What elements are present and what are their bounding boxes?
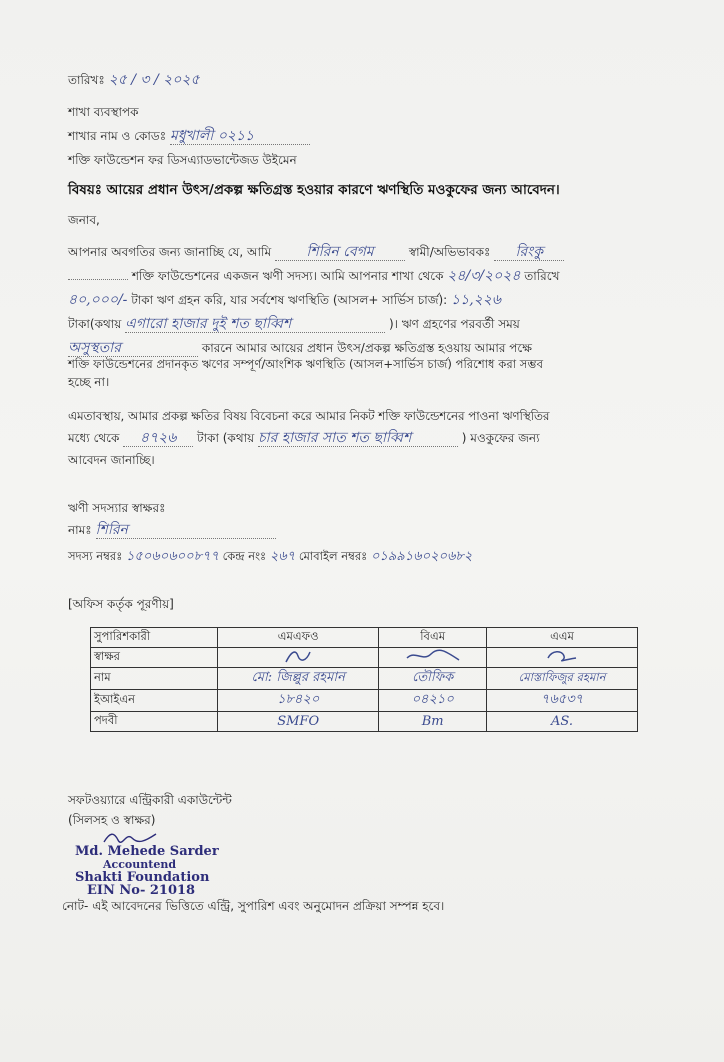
balance-words-handwritten: এগারো হাজার দুই শত ছাব্বিশ [125, 316, 385, 333]
body-line-5 [68, 340, 532, 357]
body-line-4 [68, 316, 520, 333]
body-line-10: আবেদন জানাচ্ছি। [68, 453, 155, 467]
table-cell: ০৪২১০ [379, 690, 487, 712]
table-header-row [91, 628, 638, 648]
table-row [91, 648, 638, 668]
signature-cell [379, 648, 487, 668]
name-label: নামঃ [68, 523, 92, 537]
signature-scribble-icon [542, 648, 582, 664]
body-text: )। ঋণ গ্রহণের পরবর্তী সময় [388, 317, 520, 331]
office-approval-table [90, 627, 638, 732]
office-heading: [অফিস কর্তৃক পূরণীয়] [68, 597, 174, 611]
stamp-line: EIN No- 21018 [87, 883, 196, 898]
table-row [91, 668, 638, 690]
body-text: মধ্যে থেকে [68, 431, 120, 445]
seal-note: (সিলসহ ও স্বাক্ষর) [68, 813, 156, 827]
branch-line [68, 128, 310, 145]
recipient-title: শাখা ব্যবস্থাপক [68, 105, 139, 119]
branch-value: মধুখালী ০২১১ [170, 128, 310, 145]
row-label: পদবী [91, 712, 218, 732]
body-text: শক্তি ফাউন্ডেশনের একজন ঋণী সদস্য। আমি আপনার শাখা থেকে [131, 269, 444, 283]
member-signature-label: ঋণী সদস্যার স্বাক্ষরঃ [68, 501, 166, 515]
subject-line: বিষয়ঃ আয়ের প্রধান উৎস/প্রকল্প ক্ষতিগ্রস্ত হওয়ার কারণে ঋণস্থিতি মওকুফের জন্য আবেদন। [68, 182, 560, 198]
table-row [91, 690, 638, 712]
signature-scribble-icon [278, 648, 318, 664]
cause-handwritten: অসুস্থতার [68, 340, 198, 357]
table-cell: মোস্তাফিজুর রহমান [487, 668, 638, 690]
body-text: তারিখে [524, 269, 560, 283]
row-label: নাম [91, 668, 218, 690]
table-cell: AS. [487, 712, 638, 732]
table-cell: Bm [379, 712, 487, 732]
member-name-signature: শিরিন [96, 522, 276, 539]
member-no-label: সদস্য নম্বরঃ [68, 549, 123, 563]
date-line [68, 72, 200, 88]
balance-handwritten: ১১,২২৬ [451, 292, 501, 308]
center-label: কেন্দ্র নংঃ [222, 549, 267, 563]
table-header-cell: সুপারিশকারী [91, 628, 218, 648]
signature-cell [487, 648, 638, 668]
center-no-handwritten: ২৬৭ [269, 549, 296, 564]
table-header-cell: বিএম [379, 628, 487, 648]
body-line-9 [68, 430, 540, 447]
blank-dots [68, 279, 128, 280]
loan-date-handwritten: ২৪/৩/২০২৪ [447, 268, 521, 284]
table-cell: মো: জিল্লুর রহমান [218, 668, 379, 690]
signature-scribble-icon [403, 648, 463, 664]
body-line-8: এমতাবস্থায়, আমার প্রকল্প ক্ষতির বিষয় বিবেচনা করে আমার নিকট শক্তি ফাউন্ডেশনের পাওনা ঋণস্থিতির [68, 409, 550, 423]
guardian-label: স্বামী/অভিভাবকঃ [408, 245, 491, 259]
stamp-line: Shakti Foundation [75, 870, 210, 885]
table-cell: ৭৬৫৩৭ [487, 690, 638, 712]
mobile-no-handwritten: ০১৯৯১৬০২০৬৮২ [370, 549, 473, 564]
body-line-1 [68, 244, 564, 261]
mobile-label: মোবাইল নম্বরঃ [298, 549, 368, 563]
accountant-stamp [75, 845, 219, 897]
body-text: কারনে আমার আয়ের প্রধান উৎস/প্রকল্প ক্ষতিগ্রস্ত হওয়ায় আমার পক্ষে [201, 341, 532, 355]
date-label: তারিখঃ [68, 73, 105, 87]
member-no-handwritten: ১৫০৬০৬০০৮৭৭ [125, 549, 219, 564]
branch-label: শাখার নাম ও কোডঃ [68, 129, 167, 143]
footer-note: নোট- এই আবেদনের ভিত্তিতে এন্ট্রি, সুপারিশ এবং অনুমোদন প্রক্রিয়া সম্পন্ন হবে। [62, 899, 445, 913]
row-label: স্বাক্ষর [91, 648, 218, 668]
signature-cell [218, 648, 379, 668]
row-label: ইআইএন [91, 690, 218, 712]
entry-officer-label: সফটওয়্যারে এন্ট্রিকারী একাউন্টেন্ট [68, 793, 232, 807]
body-line-6: শক্তি ফাউন্ডেশনের প্রদানকৃত ঋণের সম্পূর্ণ/আংশিক ঋণস্থিতি (আসল+সার্ভিস চার্জ) পরিশোধ করা সম্ভব [68, 357, 544, 371]
member-name-handwritten: শিরিন বেগম [275, 244, 405, 261]
body-text: ) মওকুফের জন্য [461, 431, 540, 445]
member-name-line [68, 522, 276, 539]
loan-amount-handwritten: ৪০,০০০/- [68, 292, 128, 308]
waive-words-handwritten: চার হাজার সাত শত ছাব্বিশ [258, 430, 458, 447]
org-line: শক্তি ফাউন্ডেশন ফর ডিসএ্যাডভান্টেজড উইমেন [68, 153, 297, 167]
member-id-line [68, 548, 472, 565]
body-line-2 [68, 268, 559, 284]
body-line-3 [68, 292, 501, 308]
body-text: টাকা (কথায় [197, 431, 255, 445]
guardian-handwritten: রিংকু [494, 244, 564, 261]
waive-amount-handwritten: ৪৭২৬ [123, 430, 193, 447]
table-cell: তৌফিক [379, 668, 487, 690]
table-cell: ১৮৪২০ [218, 690, 379, 712]
body-text: আপনার অবগতির জন্য জানাচ্ছি যে, আমি [68, 245, 272, 259]
table-header-cell: এমএফও [218, 628, 379, 648]
body-text: টাকা(কথায় [68, 317, 122, 331]
stamp-line: Md. Mehede Sarder [75, 844, 219, 859]
salutation: জনাব, [68, 213, 100, 227]
table-row [91, 712, 638, 732]
table-header-cell: এএম [487, 628, 638, 648]
date-value: ২৫ / ৩ / ২০২৫ [108, 72, 200, 88]
stamp-line: Accountend [103, 858, 177, 871]
table-cell: SMFO [218, 712, 379, 732]
body-text: টাকা ঋণ গ্রহন করি, যার সর্বশেষ ঋণস্থিতি (আসল+ সার্ভিস চার্জ): [131, 293, 448, 307]
body-line-7: হচ্ছে না। [68, 375, 110, 389]
